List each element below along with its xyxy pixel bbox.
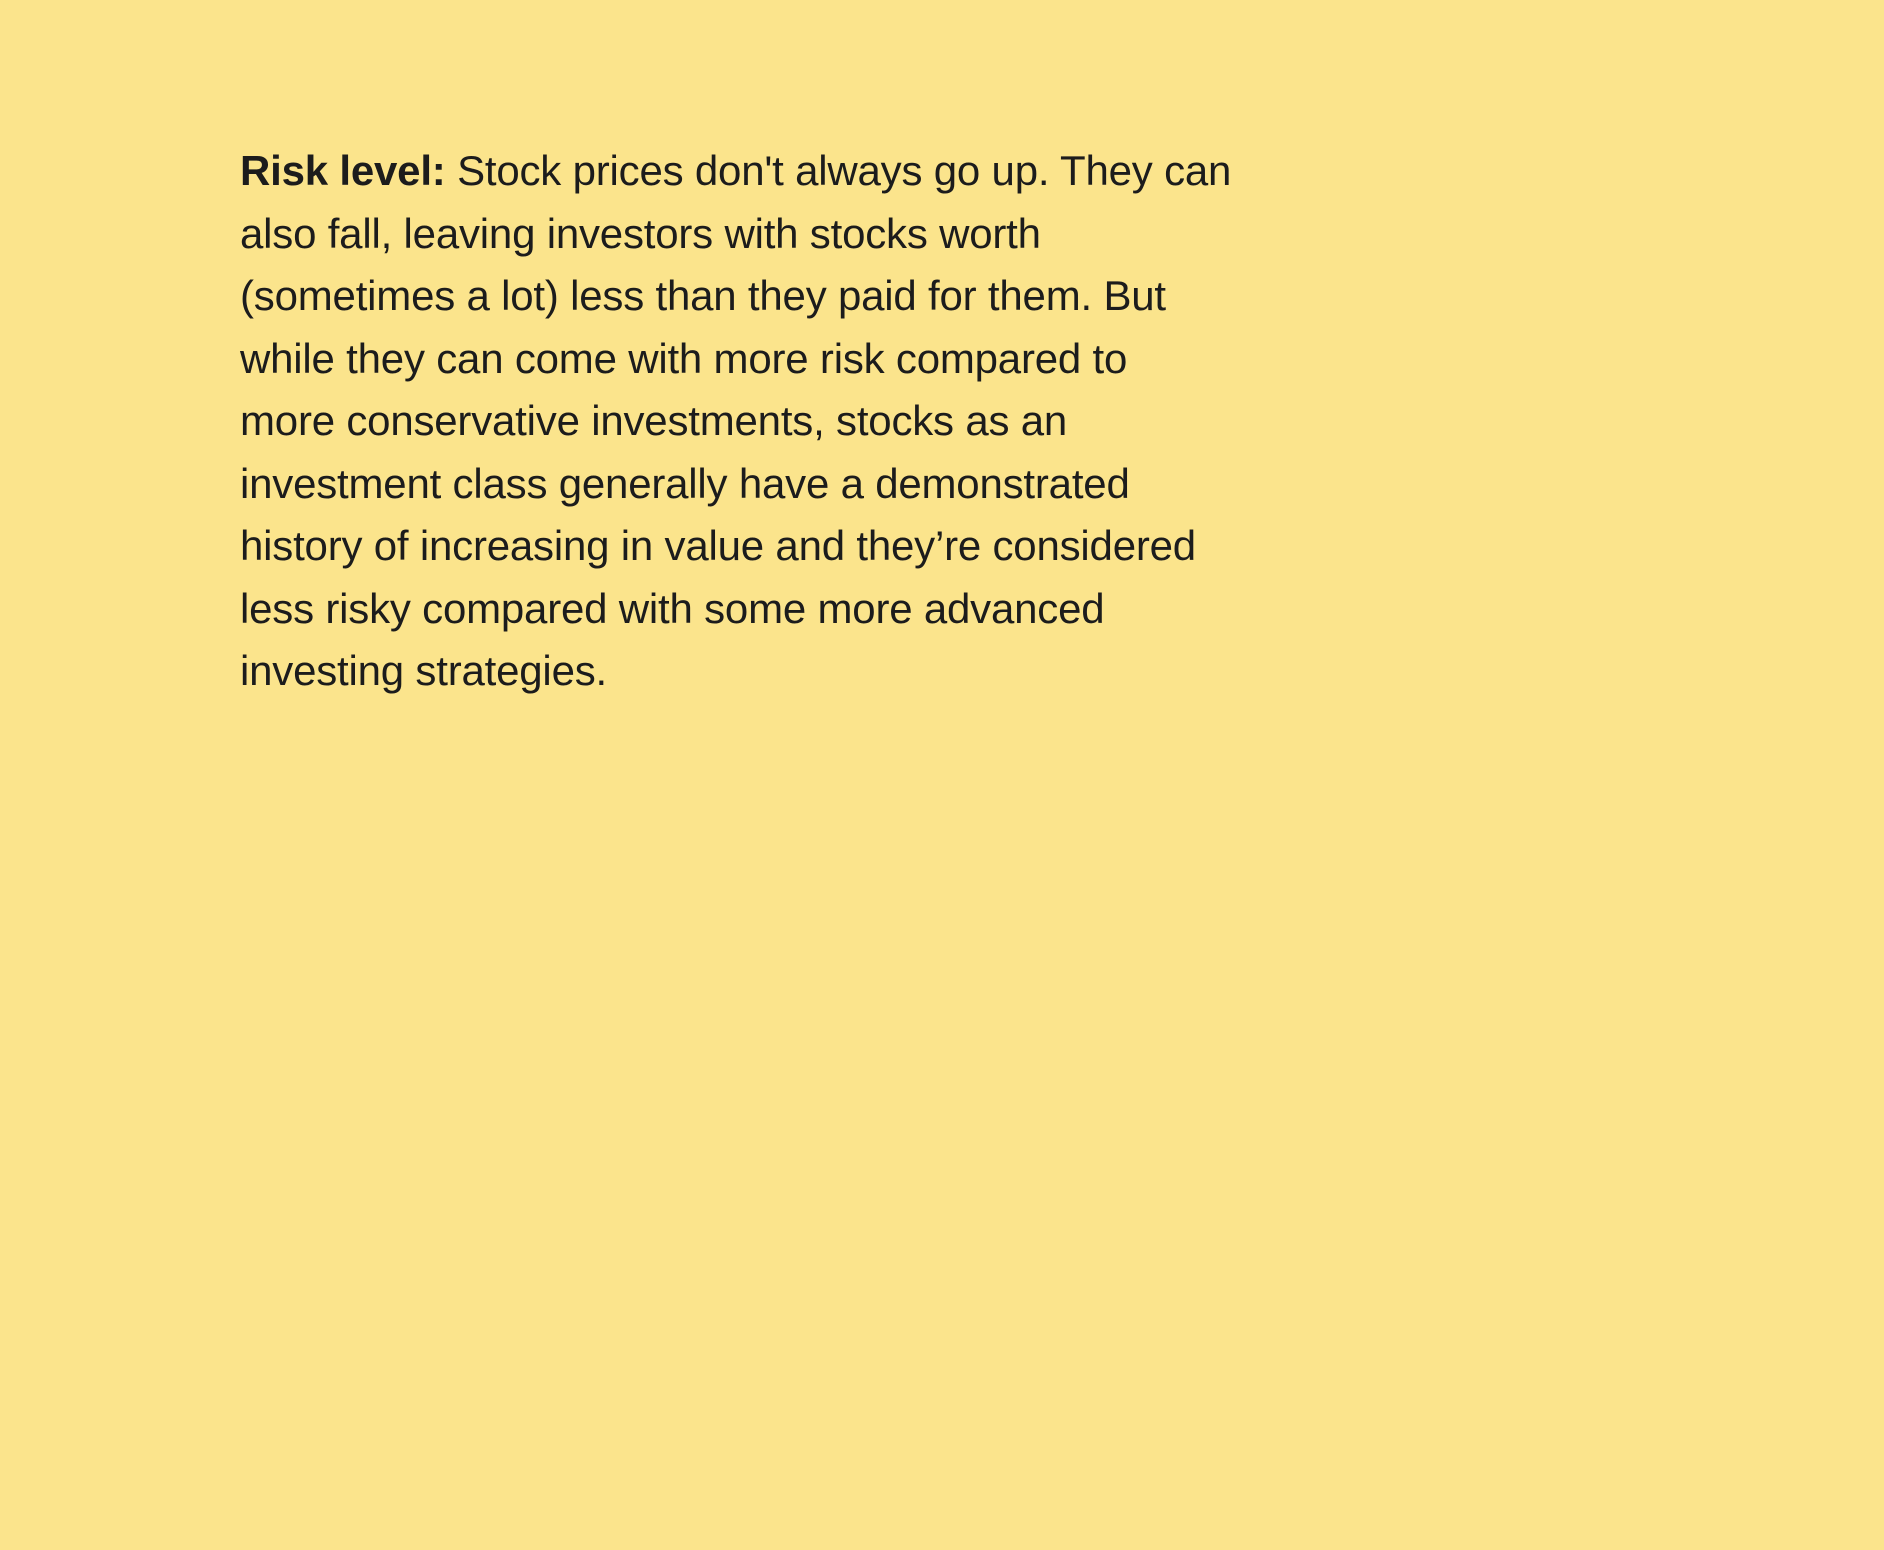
paragraph-line: Risk level: Stock prices don't always go up. They can (240, 147, 1232, 194)
risk-level-paragraph (240, 140, 1370, 703)
paragraph-line: history of increasing in value and they’re considered (240, 522, 1196, 569)
paragraph-line: less risky compared with some more advanced (240, 584, 1105, 632)
paragraph-line: (sometimes a lot) less than they paid for them. But (240, 272, 1166, 319)
paragraph-line: also fall, leaving investors with stocks worth (240, 209, 1041, 257)
paragraph-line: more conservative investments, stocks as an (240, 397, 1068, 444)
paragraph-line: investing strategies. (240, 647, 607, 694)
paragraph-line: investment class generally have a demonstrated (240, 459, 1130, 507)
risk-level-label: Risk level: (240, 147, 446, 194)
paragraph-line: while they can come with more risk compared to (240, 334, 1128, 382)
